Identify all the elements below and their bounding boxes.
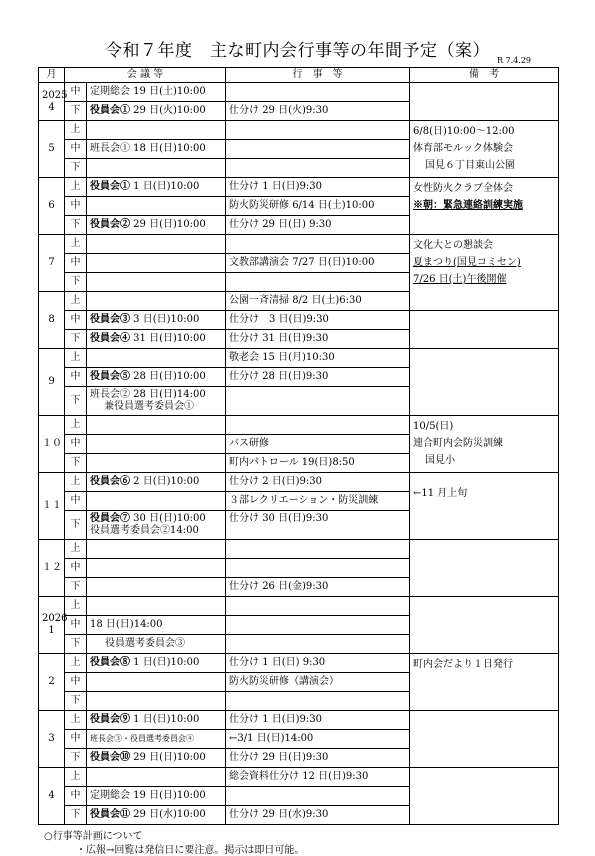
meeting-cell: 役員会⑤ 28 日(日)10:00 <box>87 368 226 387</box>
meeting-cell: 役員会① 1 日(日)10:00 <box>87 178 226 197</box>
event-cell <box>226 787 410 806</box>
event-cell: 公園一斉清掃 8/2 日(土)6:30 <box>226 292 410 311</box>
table-row <box>39 654 559 673</box>
month-cell: 8 <box>39 292 65 349</box>
event-cell: バス研修 <box>226 435 410 454</box>
meeting-cell <box>87 597 226 616</box>
footer-note: ・広報→回覧は発信日に要注意。掲示は即日可能。 <box>76 845 305 856</box>
term-cell: 中 <box>65 673 87 692</box>
term-cell: 下 <box>65 635 87 654</box>
event-cell: 仕分け 1 日(日)9:30 <box>226 711 410 730</box>
meeting-cell <box>87 197 226 216</box>
meeting-cell: 役員会③ 3 日(日)10:00 <box>87 311 226 330</box>
meeting-cell <box>87 559 226 578</box>
note-cell: 町内会だより１日発行 <box>410 654 559 711</box>
event-cell: 仕分け 29 日(日) 9:30 <box>226 216 410 235</box>
note-cell: ←11 月上旬 <box>410 473 559 540</box>
term-cell: 上 <box>65 597 87 616</box>
meeting-cell: 役員会⑪ 29 日(水)10:00 <box>87 806 226 825</box>
term-cell: 下 <box>65 578 87 597</box>
table-row <box>39 121 559 140</box>
event-cell <box>226 387 410 416</box>
meeting-cell <box>87 254 226 273</box>
header-row <box>39 68 559 83</box>
meeting-cell <box>87 673 226 692</box>
meeting-cell: 役員会⑥ 2 日(日)10:00 <box>87 473 226 492</box>
term-cell: 中 <box>65 311 87 330</box>
meeting-cell: 役員会② 29 日(日)10:00 <box>87 216 226 235</box>
month-cell: 6 <box>39 178 65 235</box>
term-cell: 中 <box>65 730 87 749</box>
term-cell: 下 <box>65 511 87 540</box>
term-cell: 上 <box>65 540 87 559</box>
month-cell: 7 <box>39 235 65 292</box>
header-event: 行 事 等 <box>226 68 410 83</box>
month-cell: 9 <box>39 349 65 416</box>
event-cell <box>226 273 410 292</box>
page-title: 令和７年度 主な町内会行事等の年間予定（案） <box>105 41 490 61</box>
event-cell <box>226 559 410 578</box>
header-meeting: 会 議 等 <box>65 68 226 83</box>
term-cell: 中 <box>65 616 87 635</box>
event-cell <box>226 159 410 178</box>
event-cell <box>226 692 410 711</box>
meeting-cell <box>87 235 226 254</box>
event-cell <box>226 540 410 559</box>
revision-date: R 7.4.29 <box>497 56 532 65</box>
header-note: 備 考 <box>410 68 559 83</box>
meeting-cell: 役員会① 29 日(火)10:00 <box>87 102 226 121</box>
event-cell <box>226 635 410 654</box>
meeting-cell: 役員会⑨ 1 日(日)10:00 <box>87 711 226 730</box>
event-cell <box>226 616 410 635</box>
term-cell: 上 <box>65 121 87 140</box>
term-cell: 下 <box>65 749 87 768</box>
event-cell: 仕分け 28 日(日)9:30 <box>226 368 410 387</box>
table-row <box>39 235 559 254</box>
event-cell: 仕分け 29 日(水)9:30 <box>226 806 410 825</box>
meeting-cell <box>87 492 226 511</box>
table-row <box>39 311 559 330</box>
term-cell: 下 <box>65 454 87 473</box>
term-cell: 上 <box>65 768 87 787</box>
note-cell: 6/8(日)10:00～12:00 体育部モルック体験会 国見６丁目東山公園 <box>410 121 559 178</box>
term-cell: 下 <box>65 806 87 825</box>
event-cell: 仕分け 26 日(金)9:30 <box>226 578 410 597</box>
meeting-cell <box>87 540 226 559</box>
event-cell: 防火防災研修（講演会） <box>226 673 410 692</box>
note-cell: 女性防火クラブ全体会 ※朝：緊急連絡訓練実施 <box>410 178 559 235</box>
term-cell: 下 <box>65 102 87 121</box>
term-cell: 中 <box>65 140 87 159</box>
table-row <box>39 473 559 492</box>
event-cell: 仕分け 31 日(日)9:30 <box>226 330 410 349</box>
meeting-cell: 班長会① 18 日(日)10:00 <box>87 140 226 159</box>
term-cell: 下 <box>65 216 87 235</box>
meeting-cell: 班長会② 28 日(日)14:00 兼役員選考委員会① <box>87 387 226 416</box>
month-cell: 2025 4 <box>39 83 65 121</box>
term-cell: 上 <box>65 178 87 197</box>
month-cell: １０ <box>39 416 65 473</box>
month-cell: 2 <box>39 654 65 711</box>
table-row <box>39 178 559 197</box>
term-cell: 下 <box>65 330 87 349</box>
meeting-cell: 役員会④ 31 日(日)10:00 <box>87 330 226 349</box>
event-cell <box>226 140 410 159</box>
term-cell: 上 <box>65 473 87 492</box>
term-cell: 下 <box>65 273 87 292</box>
term-cell: 上 <box>65 711 87 730</box>
term-cell: 中 <box>65 254 87 273</box>
event-cell <box>226 597 410 616</box>
table-row <box>39 540 559 559</box>
meeting-cell <box>87 768 226 787</box>
event-cell: 総会資料仕分け 12 日(日)9:30 <box>226 768 410 787</box>
note-cell <box>410 768 559 825</box>
term-cell: 中 <box>65 368 87 387</box>
event-cell: ←3/1 日(日)14:00 <box>226 730 410 749</box>
month-cell: 3 <box>39 711 65 768</box>
meeting-cell <box>87 416 226 435</box>
meeting-cell <box>87 292 226 311</box>
event-cell: 仕分け 30 日(日)9:30 <box>226 511 410 540</box>
month-cell: 5 <box>39 121 65 178</box>
term-cell: 中 <box>65 492 87 511</box>
term-cell: 上 <box>65 235 87 254</box>
meeting-cell <box>87 578 226 597</box>
event-cell: 文教部講演会 7/27 日(日)10:00 <box>226 254 410 273</box>
meeting-cell: 役員選考委員会③ <box>87 635 226 654</box>
note-cell: 10/5(日) 連合町内会防災訓練 国見小 <box>410 416 559 473</box>
note-cell <box>410 349 559 416</box>
note-cell <box>410 540 559 597</box>
meeting-cell <box>87 349 226 368</box>
table-row <box>39 349 559 368</box>
event-cell <box>226 235 410 254</box>
term-cell: 中 <box>65 83 87 102</box>
meeting-cell: 役員会⑩ 29 日(日)10:00 <box>87 749 226 768</box>
term-cell: 下 <box>65 387 87 416</box>
month-cell: 2026 1 <box>39 597 65 654</box>
meeting-cell <box>87 273 226 292</box>
table-row <box>39 711 559 730</box>
month-cell: １２ <box>39 540 65 597</box>
term-cell: 下 <box>65 159 87 178</box>
header-month: 月 <box>39 68 65 83</box>
event-cell: 防火防災研修 6/14 日(土)10:00 <box>226 197 410 216</box>
meeting-cell: 役員会⑦ 30 日(日)10:00 役員選考委員会②14:00 <box>87 511 226 540</box>
note-cell <box>410 597 559 654</box>
meeting-cell: 18 日(日)14:00 <box>87 616 226 635</box>
event-cell <box>226 83 410 102</box>
note-cell <box>410 83 559 121</box>
event-cell: 町内パトロール 19(日)8:50 <box>226 454 410 473</box>
event-cell: 仕分け 1 日(日) 9:30 <box>226 654 410 673</box>
month-cell: １１ <box>39 473 65 540</box>
note-cell <box>410 711 559 768</box>
term-cell: 中 <box>65 197 87 216</box>
table-row <box>39 597 559 616</box>
note-cell <box>410 311 559 349</box>
event-cell: ３部レクリエーション・防災訓練 <box>226 492 410 511</box>
term-cell: 中 <box>65 559 87 578</box>
event-cell: 仕分け 1 日(日)9:30 <box>226 178 410 197</box>
footer-heading: ○行事等計画について <box>44 831 143 842</box>
meeting-cell <box>87 121 226 140</box>
event-cell: 仕分け 2 日(日)9:30 <box>226 473 410 492</box>
event-cell: 仕分け 29 日(日)9:30 <box>226 749 410 768</box>
event-cell <box>226 416 410 435</box>
term-cell: 下 <box>65 692 87 711</box>
meeting-cell: 定期総会 19 日(土)10:00 <box>87 83 226 102</box>
meeting-cell <box>87 692 226 711</box>
meeting-cell <box>87 454 226 473</box>
event-cell: 敬老会 15 日(月)10:30 <box>226 349 410 368</box>
term-cell: 中 <box>65 435 87 454</box>
schedule-table <box>38 67 559 825</box>
month-cell: 4 <box>39 768 65 825</box>
table-row <box>39 83 559 102</box>
term-cell: 中 <box>65 787 87 806</box>
meeting-cell: 役員会⑧ 1 日(日)10:00 <box>87 654 226 673</box>
event-cell: 仕分け 29 日(火)9:30 <box>226 102 410 121</box>
term-cell: 上 <box>65 654 87 673</box>
term-cell: 上 <box>65 416 87 435</box>
term-cell: 上 <box>65 292 87 311</box>
table-row <box>39 416 559 435</box>
meeting-cell: 班長会③・役員選考委員会④ <box>87 730 226 749</box>
meeting-cell <box>87 159 226 178</box>
table-row <box>39 768 559 787</box>
event-cell: 仕分け 3 日(日)9:30 <box>226 311 410 330</box>
meeting-cell: 定期総会 19 日(日)10:00 <box>87 787 226 806</box>
meeting-cell <box>87 435 226 454</box>
event-cell <box>226 121 410 140</box>
term-cell: 上 <box>65 349 87 368</box>
note-cell: 文化大との懇談会 夏まつり(国見コミセン) 7/26 日(土)午後開催 <box>410 235 559 311</box>
